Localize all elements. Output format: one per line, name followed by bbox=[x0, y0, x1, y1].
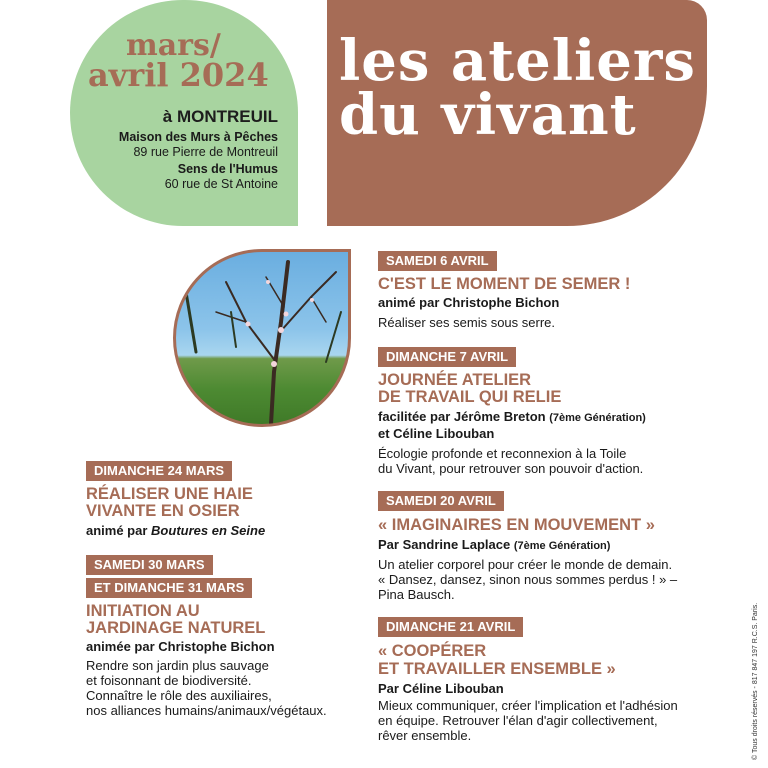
venue-1-name: Maison des Murs à Pêches bbox=[118, 130, 278, 144]
event-description-line: « Dansez, dansez, sinon nous sommes perdus ! » – bbox=[378, 572, 678, 587]
event-description-line: Un atelier corporel pour créer le monde de demain. bbox=[378, 557, 673, 572]
event-date-label: SAMEDI 6 AVRIL bbox=[378, 251, 497, 271]
event-title-line: C'EST LE MOMENT DE SEMER ! bbox=[378, 275, 631, 293]
event-date-label: DIMANCHE 21 AVRIL bbox=[378, 617, 523, 637]
event-host bbox=[86, 523, 265, 538]
event-title-line: JARDINAGE NATUREL bbox=[86, 619, 266, 637]
venue-1 bbox=[119, 130, 278, 160]
event-description-line: nos alliances humains/animaux/végétaux. bbox=[86, 703, 327, 718]
event-description-line: et foisonnant de biodiversité. bbox=[86, 673, 252, 688]
event-date-label: DIMANCHE 24 MARS bbox=[86, 461, 232, 481]
event-title-line: « COOPÉRER bbox=[378, 642, 487, 660]
event-date-label: SAMEDI 20 AVRIL bbox=[378, 491, 504, 511]
event-host: Par Céline Libouban bbox=[378, 681, 504, 696]
event-title-line: ET TRAVAILLER ENSEMBLE » bbox=[378, 660, 616, 678]
event-description-line: rêver ensemble. bbox=[378, 728, 472, 743]
event-title-line: DE TRAVAIL QUI RELIE bbox=[378, 388, 562, 406]
event-host-name: facilitée par Jérôme Breton bbox=[378, 409, 546, 424]
date-line-1: mars/ bbox=[126, 28, 221, 63]
city: à MONTREUIL bbox=[162, 107, 278, 126]
event-host-name: Boutures en Seine bbox=[151, 523, 266, 538]
event-title-line: VIVANTE EN OSIER bbox=[86, 502, 240, 520]
venue-2-name: Sens de l'Humus bbox=[177, 162, 278, 176]
event-description-line: Mieux communiquer, créer l'implication et l'adhésion bbox=[378, 698, 678, 713]
event-host-note: (7ème Génération) bbox=[513, 540, 611, 552]
event-description-line: en équipe. Retrouver l'élan d'agir collectivement, bbox=[378, 713, 658, 728]
event-host-name: Par Sandrine Laplace bbox=[378, 537, 511, 552]
event-host bbox=[378, 409, 646, 424]
title-panel bbox=[327, 0, 707, 226]
tree-photo bbox=[173, 249, 351, 427]
event-date-label: DIMANCHE 7 AVRIL bbox=[378, 347, 516, 367]
event-description-line: Connaître le rôle des auxiliaires, bbox=[86, 688, 272, 703]
main-title-line-1: les ateliers bbox=[339, 28, 696, 94]
event-date-label: ET DIMANCHE 31 MARS bbox=[86, 578, 252, 598]
event-title-line: JOURNÉE ATELIER bbox=[378, 371, 532, 389]
venue-2 bbox=[165, 162, 278, 192]
event-title-line: RÉALISER UNE HAIE bbox=[86, 485, 253, 503]
event-host-note: (7ème Génération) bbox=[549, 412, 646, 424]
event-host: animée par Christophe Bichon bbox=[86, 639, 275, 654]
event-host-prefix: animé par bbox=[86, 523, 148, 538]
event-host: et Céline Libouban bbox=[378, 426, 495, 441]
event-title-line: INITIATION AU bbox=[86, 602, 200, 620]
tree-branches-illustration bbox=[176, 252, 348, 424]
venue-2-address: 60 rue de St Antoine bbox=[164, 177, 278, 191]
event-host bbox=[378, 537, 610, 552]
event-title-line: « IMAGINAIRES EN MOUVEMENT » bbox=[378, 516, 655, 534]
event-description-line: Pina Bausch. bbox=[378, 587, 455, 602]
event-description-line: Réaliser ses semis sous serre. bbox=[378, 315, 555, 330]
event-date-label: SAMEDI 30 MARS bbox=[86, 555, 213, 575]
event-description-line: du Vivant, pour retrouver son pouvoir d'action. bbox=[378, 461, 644, 476]
copyright-notice: © Tous droits réservés - 817 847 197 R.C.S. Paris. bbox=[752, 602, 759, 760]
main-title-line-2: du vivant bbox=[339, 82, 637, 148]
date-line-2: avril 2024 bbox=[88, 56, 269, 94]
event-description-line: Écologie profonde et reconnexion à la Toile bbox=[378, 446, 627, 461]
dates-location-panel bbox=[70, 0, 298, 226]
event-description-line: Rendre son jardin plus sauvage bbox=[86, 658, 269, 673]
event-host: animé par Christophe Bichon bbox=[378, 295, 560, 310]
venue-1-address: 89 rue Pierre de Montreuil bbox=[133, 145, 278, 159]
